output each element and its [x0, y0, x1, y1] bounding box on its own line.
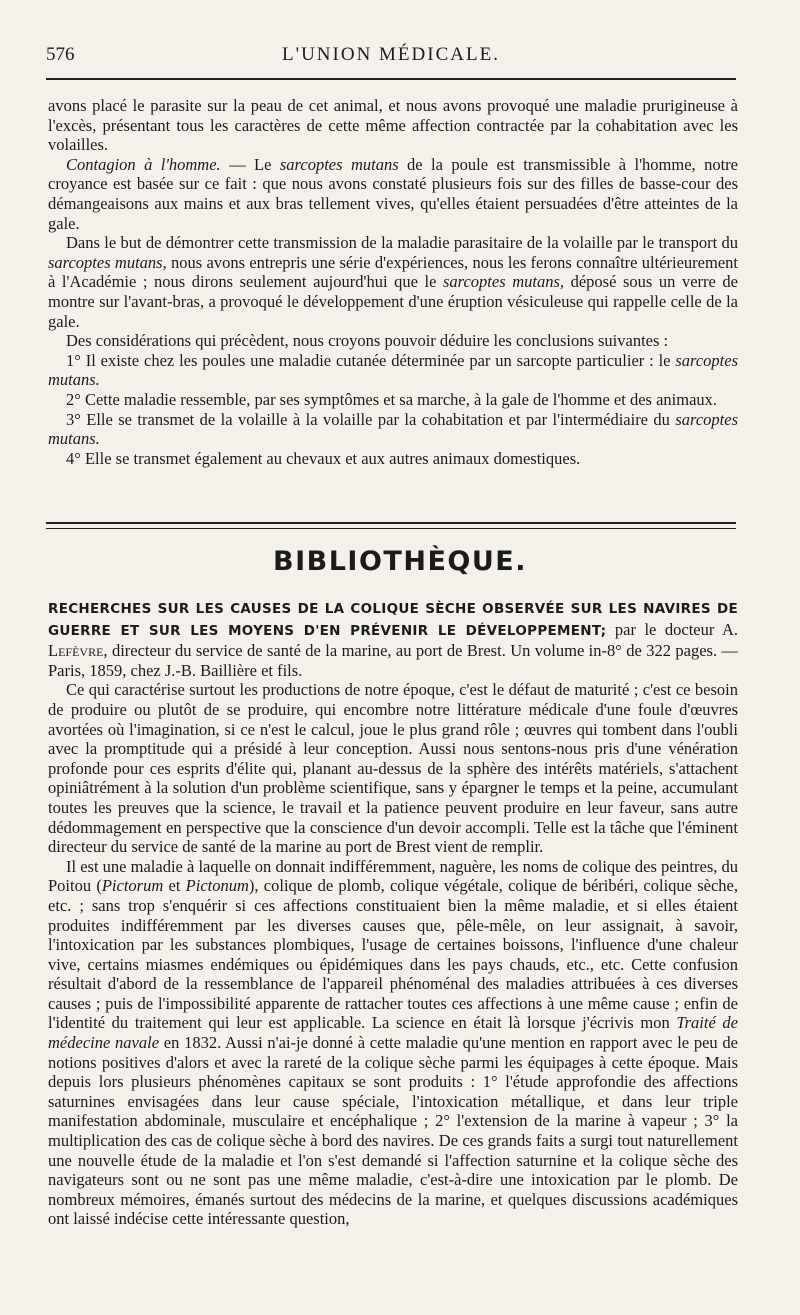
conclusion-item: 1° Il existe chez les poules une maladie cutanée déterminée par un sarcopte particulier : le sarcoptes mutans.: [48, 350, 738, 390]
header-rule: [46, 78, 736, 80]
paragraph: Dans le but de démontrer cette transmission de la maladie parasitaire de la volaille par le transport du sarcoptes mutans, nous avons entrepris une série d'expériences, nous les ferons connaître ultérieurement à l'Académie ; nous dirons seulement aujourd'hui que le sarcoptes mutans, déposé sous un verre de montre sur l'avant-bras, a provoqué le développement d'une éruption vésiculeuse qui rappelle celle de la gale.: [48, 233, 738, 331]
section-title: BIBLIOTHÈQUE.: [273, 546, 527, 577]
page-header: [46, 44, 736, 74]
cited-work: Traité de médecine navale: [48, 1013, 738, 1053]
species-name: sarcoptes mutans: [279, 154, 399, 174]
bibliographic-reference: RECHERCHES SUR LES CAUSES DE LA COLIQUE SÈCHE OBSERVÉE SUR LES NAVIRES DE GUERRE ET SUR LES MOYENS D'EN PRÉVENIR LE DÉVELOPPEMENT; par le docteur A. Lefèvre, directeur du service de santé de la marine, au port de Brest. Un volume in-8° de 322 pages. — Paris, 1859, chez J.-B. Baillière et fils.: [48, 601, 738, 680]
conclusion-item: 3° Elle se transmet de la volaille à la volaille par la cohabitation et par l'intermédiaire du sarcoptes mutans.: [48, 409, 738, 449]
species-name: sarcoptes mutans,: [443, 272, 565, 292]
species-name: sarcoptes mutans,: [48, 252, 167, 272]
conclusion-item: 4° Elle se transmet également au chevaux et aux autres animaux domestiques.: [66, 448, 581, 468]
species-name: sarcoptes mutans.: [48, 350, 738, 390]
species-name: sarcoptes mutans.: [48, 409, 738, 449]
book-title: RECHERCHES SUR LES CAUSES DE LA COLIQUE SÈCHE OBSERVÉE SUR LES NAVIRES DE GUERRE ET SUR LES MOYENS D'EN PRÉVENIR LE DÉVELOPPEMENT;: [48, 601, 738, 639]
section-separator: [46, 522, 736, 529]
paragraph-contagion: Contagion à l'homme. — Le sarcoptes mutans de la poule est transmissible à l'homme, notre croyance est basée sur ce fait : que nous avons constaté plusieurs fois sur des filles de basse-cour des démangeaisons aux mains et aux bras tellement vives, qu'elles étaient persuadées d'être atteintes de la gale.: [48, 154, 738, 233]
paragraph: Ce qui caractérise surtout les productions de notre époque, c'est le défaut de maturité ; c'est ce besoin de produire ou plutôt de se produire, qui encombre notre littérature médicale d'une foule d'œuvres avortées où l'imagination, si ce n'est le calcul, joue le plus grand rôle ; œuvres qui tombent dans l'oubli avec la promptitude qui a présidé à leur conception. Aussi nous sentons-nous pris d'une vénération profonde pour ces esprits d'élite qui, planant au-dessus de la sphère des intérêts matériels, s'attachent opiniâtrément à la solution d'un problème scientifique, sans y épargner le temps et la peine, accumulant toutes les preuves que la science, le travail et la patience peuvent produire en leur faveur, sans autre dédommagement en perspective que la conscience d'un devoir accompli. Telle est la tâche que l'éminent directeur du service de santé de la marine au port de Brest vient de remplir.: [48, 680, 738, 857]
author-name: Lefèvre: [48, 641, 104, 661]
book-review: [48, 598, 738, 1229]
article-continuation: [48, 96, 738, 468]
run-in-heading: Contagion à l'homme.: [66, 154, 221, 174]
paragraph: Il est une maladie à laquelle on donnait indifféremment, naguère, les noms de colique des peintres, du Poitou (Pictorum et Pictonum), colique de plomb, colique végétale, colique de béribéri, colique sèche, etc. ; sans trop s'enquérir si ces affections constituaient bien la même maladie, et si elles étaient produites indifféremment par les diverses causes que, pêle-mêle, on leur assignait, à savoir, l'intoxication par les substances plombiques, l'usage de certaines boissons, l'influence d'une chaleur vive, certains miasmes endémiques ou épidémiques dans les pays chauds, etc., etc. Cette confusion résultait d'abord de la ressemblance de l'appareil phénoménal des maladies attribuées à ces diverses causes ; puis de l'impossibilité apparente de rattacher toutes ces affections à une même cause ; enfin de l'identité du traitement qui leur est applicable. La science en était là lorsque j'écrivis mon Traité de médecine navale en 1832. Aussi n'ai-je donné à cette maladie qu'une mention en rapport avec le peu de notions positives d'alors et avec la rareté de la colique sèche parmi les équipages à cette époque. Mais depuis lors plusieurs phénomènes capitaux se sont produits : 1° l'étude approfondie des affections saturnines envisagées dans leur cause spéciale, l'intoxication métallique, et dans leur triple manifestation abdominale, musculaire et encéphalique ; 2° l'extension de la marine à vapeur ; 3° la multiplication des cas de colique sèche à bord des navires. De ces grands faits a surgi tout naturellement une nouvelle étude de la maladie et l'on s'est demandé si l'affection saturnine et la colique sèche des navigateurs sont ou ne sont pas une même maladie, c'est-à-dire une intoxication par le plomb. De nombreux mémoires, émanés surtout des médecins de la marine, et quelques discussions académiques ont laissé indécise cette intéressante question,: [48, 856, 738, 1229]
conclusion-item: 2° Cette maladie ressemble, par ses symptômes et sa marche, à la gale de l'homme et des animaux.: [66, 389, 718, 409]
paragraph: Des considérations qui précèdent, nous croyons pouvoir déduire les conclusions suivantes :: [66, 331, 669, 351]
page-number: 576: [46, 44, 75, 65]
paragraph: avons placé le parasite sur la peau de cet animal, et nous avons provoqué une maladie prurigineuse à l'excès, présentant tous les caractères de cette même affection contractée par la cohabitation avec les volailles.: [48, 96, 738, 155]
running-title: L'UNION MÉDICALE.: [282, 44, 500, 65]
